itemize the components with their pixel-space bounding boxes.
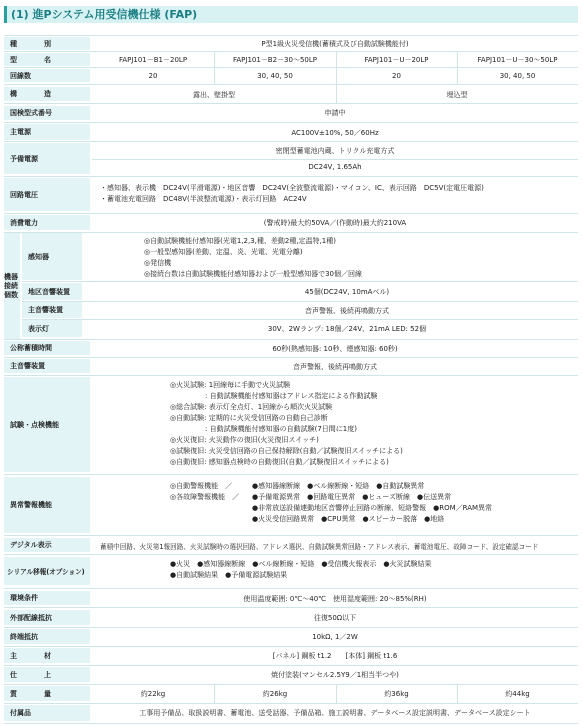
circuit-voltage-line: ・感知器、表示機 DC24V(平滑電源)・地区音響 DC24V(全波整流電源)・マイコン、IC、表示回路 DC5V(定電圧電源) xyxy=(100,184,484,192)
model-1: FAPJ101－B1－20LP xyxy=(118,56,188,64)
row-divider xyxy=(4,665,578,666)
environment-label: 環境条件 xyxy=(4,590,90,606)
row-divider xyxy=(4,213,578,214)
col-divider xyxy=(457,51,458,84)
model-4: FAPJ101－U－30～50LP xyxy=(477,56,558,64)
test-line: : 自動試験機能付感知器はアドレス指定による作動試験 xyxy=(170,392,378,400)
row-divider xyxy=(22,301,578,302)
main-power-label: 主電源 xyxy=(4,123,90,141)
test-line: ◎自動試験: 定期的に火災受信回路の自動自己診断 xyxy=(170,414,328,422)
circuits-4: 30, 40, 50 xyxy=(499,72,536,80)
accessories-label: 付属品 xyxy=(4,704,90,722)
row-divider xyxy=(22,319,578,320)
accessories-value: 工事用予備品、取扱説明書、蓄電池、送受話器、予備品箱、施工説明書、データベース設定説明書、データベース設定シート xyxy=(139,709,531,717)
area-sounder-value: 45個(DC24V, 10mAベル) xyxy=(304,288,390,296)
col-divider xyxy=(214,684,215,703)
fault-label: 異常警報機能 xyxy=(4,476,90,534)
test-line: : 自動試験機能付感知器の自動試験(7日間に1度) xyxy=(170,425,357,433)
terminal-value: 10kΩ, 1／2W xyxy=(312,633,358,641)
detector-line: ◎接続台数は自動試験機能付感知器および一般型感知器で30個／回線 xyxy=(144,270,363,278)
test-label: 試験・点検機能 xyxy=(4,376,90,473)
main-sounder-label: 主音響装置 xyxy=(4,358,90,374)
col-divider xyxy=(214,51,215,84)
approval-value: 申請中 xyxy=(324,109,346,117)
row-divider xyxy=(92,159,578,160)
finish-label: 仕 上 xyxy=(4,666,90,683)
circuit-voltage-line: ・蓄電池充電回路 DC48V(半波整流電源)・表示灯回路 AC24V xyxy=(100,195,307,203)
serial-line: ●自動試験結果 ●予備電源試験結果 xyxy=(170,571,288,579)
indicator-label: 表示灯 xyxy=(22,320,82,337)
circuit-voltage-value xyxy=(92,183,578,205)
ext-resistance-label: 外部配線抵抗 xyxy=(4,609,90,626)
test-line: ◎火災試験: 1回線毎に手動で火災試験 xyxy=(170,381,291,389)
structure-embedded: 埋込型 xyxy=(446,91,468,99)
main-sounder-sub-value: 音声警報、後続再鳴動方式 xyxy=(305,307,389,315)
row-divider xyxy=(4,141,578,142)
row-divider xyxy=(4,474,578,475)
circuits-1: 20 xyxy=(148,72,158,80)
row-divider xyxy=(22,281,578,282)
digital-value: 蓄積中回路、火災第1報回路、火災試験時の選択回路、アドレス選択、自動試験異常回路・アドレス表示、蓄電池電圧、故障コード、設定確認コード xyxy=(100,543,539,551)
row-divider xyxy=(4,35,578,36)
material-label: 主 材 xyxy=(4,647,90,664)
main-sounder-sub-label: 主音響装置 xyxy=(22,302,82,318)
approval-label: 国検型式番号 xyxy=(4,105,90,121)
main-power-value: AC100V±10%, 50／60Hz xyxy=(291,129,379,137)
fault-line: ●非常放送設備連動地区音響停止回路の断線、短絡警報 ●ROM／RAM異常 xyxy=(252,504,493,512)
area-sounder-label: 地区音響装置 xyxy=(22,283,82,300)
model-3: FAPJ101－U－20LP xyxy=(364,56,429,64)
test-line: ◎自動復旧: 感知器点検時の自動復旧(自動／試験復旧スイッチによる) xyxy=(170,458,389,466)
indicator-value: 30V、2Wランプ: 18個／24V、21mA LED: 52個 xyxy=(267,325,427,333)
circuit-voltage-label: 回路電圧 xyxy=(4,177,90,212)
model-label: 型 名 xyxy=(4,52,90,67)
row-divider xyxy=(4,723,578,724)
fault-line: ●火災受信回路異常 ●CPU異常 ●スピーカー脱落 ●地絡 xyxy=(252,515,445,523)
main-sounder-value: 音声警報、後続再鳴動方式 xyxy=(293,363,377,371)
mass-2: 約26kg xyxy=(262,690,288,698)
row-divider xyxy=(4,357,578,358)
finish-value: 焼付塗装(マンセル2.5Y9／1相当半つや) xyxy=(271,671,399,679)
consumption-value: (警戒時)最大約50VA／(作動時)最大約210VA xyxy=(263,219,407,227)
row-divider xyxy=(4,646,578,647)
type-value: P型1級火災受信機(蓄積式及び自動試験機能付) xyxy=(261,40,409,48)
detector-line: ◎発信機 xyxy=(144,259,172,267)
fault-value xyxy=(92,481,578,525)
row-divider xyxy=(4,51,578,52)
terminal-label: 終端抵抗 xyxy=(4,628,90,645)
serial-label: シリアル移報(オプション) xyxy=(4,556,90,586)
mass-label: 質 量 xyxy=(4,685,90,702)
test-line: ◎総合試験: 表示灯全点灯、1回線から順次火災試験 xyxy=(170,403,333,411)
structure-exposed: 露出、壁掛型 xyxy=(193,91,235,99)
fault-line: ●予備電源異常 ●回路電圧異常 ●ヒューズ断線 ●伝送異常 xyxy=(252,493,452,501)
row-divider xyxy=(4,627,578,628)
circuits-3: 20 xyxy=(392,72,401,80)
ext-resistance-value: 往復50Ω以下 xyxy=(313,614,357,622)
row-divider xyxy=(4,684,578,685)
storage-time-value: 60秒(熱感知器: 10秒、煙感知器: 60秒) xyxy=(272,345,398,353)
row-divider xyxy=(4,122,578,123)
test-value xyxy=(92,380,578,468)
model-2: FAPJ101－B2－30～50LP xyxy=(232,56,317,64)
backup-power-type: 密閉型蓄電池内蔵、トリクル充電方式 xyxy=(275,147,395,155)
backup-power-label: 予備電源 xyxy=(4,142,90,175)
row-divider xyxy=(4,588,578,589)
storage-time-label: 公称蓄積時間 xyxy=(4,340,90,356)
page-title: (1) 進Pシステム用受信機仕様 (FAP) xyxy=(4,6,578,23)
detector-value xyxy=(92,236,578,280)
circuits-label: 回線数 xyxy=(4,68,90,83)
row-divider xyxy=(4,554,578,555)
mass-4: 約44kg xyxy=(505,690,530,698)
row-divider xyxy=(4,103,578,104)
row-divider xyxy=(4,176,578,177)
row-divider xyxy=(4,535,578,536)
col-divider xyxy=(336,684,337,703)
row-divider xyxy=(4,703,578,704)
mass-3: 約36kg xyxy=(384,690,409,698)
detector-line: ◎自動試験機能付感知器(光電1,2,3,種、差動2種,定温特,1種) xyxy=(144,237,336,245)
connect-group-label: 機器接続個数 xyxy=(4,233,20,340)
col-divider xyxy=(336,51,337,103)
circuits-2: 30, 40, 50 xyxy=(257,72,293,80)
detector-line: ◎一般型感知器(差動、定温、炎、光電、光電分離) xyxy=(144,248,303,256)
environment-value: 使用温度範囲: 0℃～40℃ 使用湿度範囲: 20～85%(RH) xyxy=(243,595,427,603)
test-line: ◎火災復旧: 火災動作の復旧(火災復旧スイッチ) xyxy=(170,436,319,444)
fault-left-line: ◎各故障警報機能 ／ xyxy=(170,493,240,501)
row-divider xyxy=(4,375,578,376)
serial-value xyxy=(92,559,578,581)
fault-line: ●感知器線断線 ●ベル線断線・短絡 ●自動試験異常 xyxy=(252,482,425,490)
serial-line: ●火災 ●感知器線断線 ●ベル線断線・短絡 ●受信機火報表示 ●火災試験結果 xyxy=(170,560,432,568)
row-divider xyxy=(4,607,578,608)
test-line: ◎試験復旧: 火災受信回路の自己保持解除(自動／試験復旧スイッチによる) xyxy=(170,447,403,455)
structure-label: 構 造 xyxy=(4,86,90,102)
backup-power-capacity: DC24V, 1.65Ah xyxy=(308,163,362,171)
mass-1: 約22kg xyxy=(140,690,166,698)
col-divider xyxy=(457,684,458,703)
material-value: [パネル] 鋼板 t1.2 [本体] 鋼板 t1.6 xyxy=(272,652,398,660)
detector-label: 感知器 xyxy=(22,233,82,280)
fault-left-line: ◎自動警報機能 ／ xyxy=(170,482,233,490)
consumption-label: 消費電力 xyxy=(4,214,90,231)
digital-label: デジタル表示 xyxy=(4,537,90,553)
type-label: 種 別 xyxy=(4,36,90,51)
row-divider xyxy=(4,84,578,85)
row-divider xyxy=(4,67,578,68)
row-divider xyxy=(4,339,578,340)
row-divider xyxy=(4,232,578,233)
